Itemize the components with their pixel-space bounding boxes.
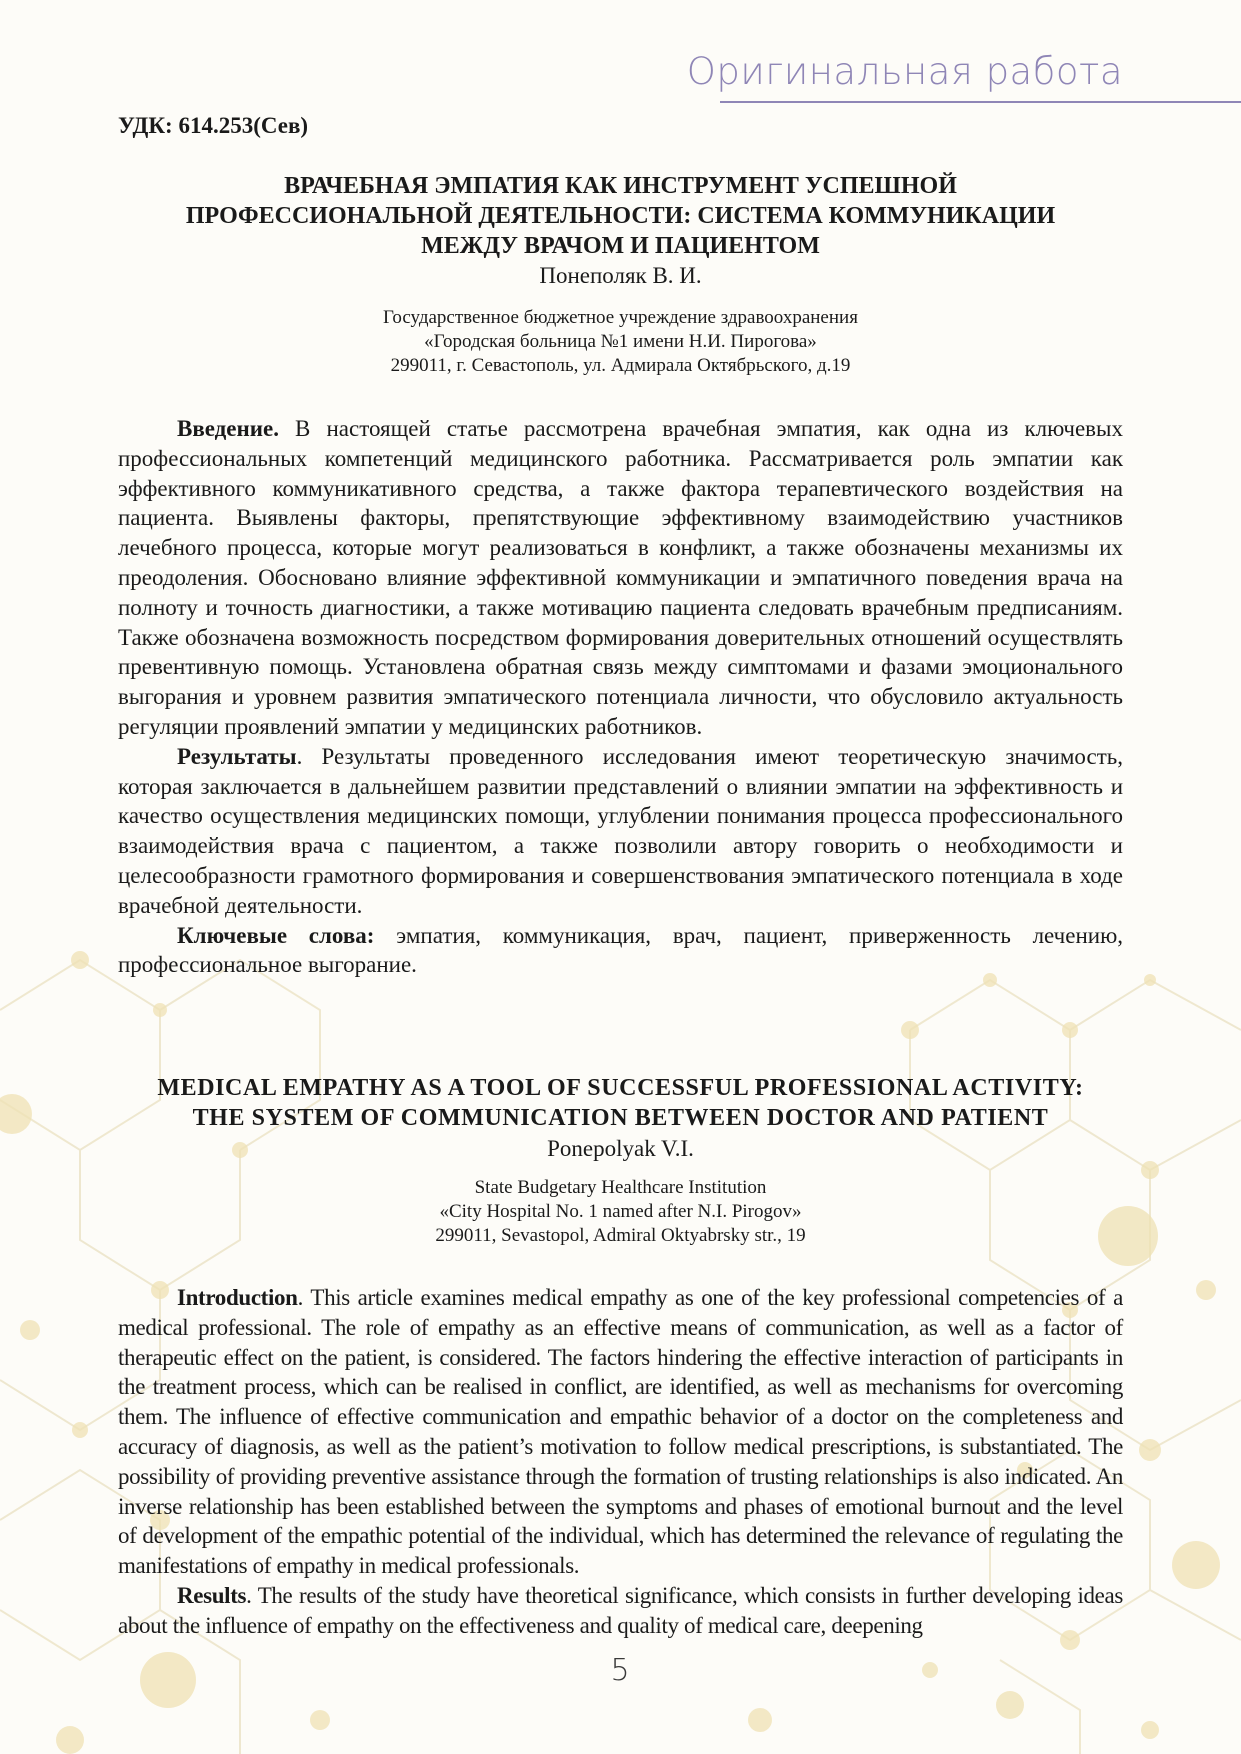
title-line: THE SYSTEM OF COMMUNICATION BETWEEN DOCTOR AND PATIENT: [192, 1105, 1049, 1131]
affiliation-line: 299011, Sevastopol, Admiral Oktyabrsky str., 19: [435, 1225, 806, 1246]
keywords-paragraph-ru: [118, 921, 1123, 981]
affiliation-en: [118, 1176, 1123, 1248]
results-paragraph-en: [118, 1581, 1123, 1641]
title-line: MEDICAL EMPATHY AS A TOOL OF SUCCESSFUL PROFESSIONAL ACTIVITY:: [157, 1075, 1084, 1101]
abstract-ru: [118, 414, 1123, 980]
affiliation-line: Государственное бюджетное учреждение здравоохранения: [383, 307, 858, 328]
keywords-label-ru: Ключевые слова:: [177, 922, 375, 948]
header-divider: [720, 101, 1241, 103]
article-title-en: [118, 1073, 1123, 1133]
introduction-label-ru: Введение.: [177, 416, 279, 441]
affiliation-line: State Budgetary Healthcare Institution: [474, 1177, 767, 1198]
introduction-paragraph-en: [118, 1283, 1123, 1581]
author-en: Ponepolyak V.I.: [547, 1136, 694, 1161]
title-line: ПРОФЕССИОНАЛЬНОЙ ДЕЯТЕЛЬНОСТИ: СИСТЕМА КОММУНИКАЦИИ: [185, 203, 1056, 229]
page-number: 5: [610, 1653, 630, 1688]
section-label: Оригинальная работа: [686, 50, 1123, 93]
udk-code: УДК: 614.253(Сев): [118, 113, 309, 138]
introduction-text-en: . This article examines medical empathy as one of the key professional competencies of a medical professional. The role of empathy as an effective means of communication, as well as a factor of therapeutic effect on the patient, is considered. The factors hindering the effective interaction of participants in the treatment process, which can be realised in conflict, are identified, as well as mechanisms for overcoming them. The influence of effective communication and empathic behavior of a doctor on the completeness and accuracy of diagnosis, as well as the patient’s motivation to follow medical prescriptions, is substantiated. The possibility of providing preventive assistance through the formation of trusting relationships is also indicated. An inverse relationship has been established between the symptoms and phases of emotional burnout and the level of development of the empathic potential of the individual, which has determined the relevance of regulating the manifestations of empathy in medical professionals.: [118, 1285, 1123, 1579]
introduction-paragraph-ru: [118, 414, 1123, 742]
results-paragraph-ru: [118, 742, 1123, 921]
results-text-en: . The results of the study have theoretical significance, which consists in further developing ideas about the influence of empathy on the effectiveness and quality of medical care, deepening: [118, 1582, 1123, 1638]
affiliation-ru: [118, 306, 1123, 378]
author-ru: Понеполяк В. И.: [539, 263, 702, 288]
abstract-en: [118, 1283, 1123, 1641]
title-line: ВРАЧЕБНАЯ ЭМПАТИЯ КАК ИНСТРУМЕНТ УСПЕШНОЙ: [284, 173, 957, 199]
introduction-text-ru: В настоящей статье рассмотрена врачебная эмпатия, как одна из ключевых профессиональных компетенций медицинского работника. Рассматривается роль эмпатии как эффективного коммуникативного средства, а также фактора терапевтического воздействия на пациента. Выявлены факторы, препятствующие эффективному взаимодействию участников лечебного процесса, которые могут реализоваться в конфликт, а также обозначены механизмы их преодоления. Обосновано влияние эффективной коммуникации и эмпатичного поведения врача на полноту и точность диагностики, а также мотивацию пациента следовать врачебным предписаниям. Также обозначена возможность посредством формирования доверительных отношений осуществлять превентивную помощь. Установлена обратная связь между симптомами и фазами эмоционального выгорания и уровнем развития эмпатического потенциала личности, что обусловило актуальность регуляции проявлений эмпатии у медицинских работников.: [118, 416, 1123, 739]
introduction-label-en: Introduction: [177, 1285, 298, 1310]
affiliation-line: 299011, г. Севастополь, ул. Адмирала Октябрьского, д.19: [390, 355, 851, 376]
title-line: МЕЖДУ ВРАЧОМ И ПАЦИЕНТОМ: [421, 233, 820, 259]
article-title-ru: [118, 171, 1123, 261]
results-label-ru: Результаты: [177, 743, 297, 769]
results-text-ru: . Результаты проведенного исследования имеют теоретическую значимость, которая заключается в дальнейшем развитии представлений о влиянии эмпатии на эффективность и качество осуществления медицинских помощи, углублении понимания процесса профессионального взаимодействия врача с пациентом, а также позволили автору говорить о необходимости и целесообразности грамотного формирования и совершенствования эмпатического потенциала в ходе врачебной деятельности.: [118, 743, 1123, 918]
affiliation-line: «Городская больница №1 имени Н.И. Пирогова»: [424, 331, 817, 352]
results-label-en: Results: [177, 1582, 247, 1608]
affiliation-line: «City Hospital No. 1 named after N.I. Pirogov»: [439, 1201, 802, 1222]
keywords-text-ru: эмпатия, коммуникация, врач, пациент, приверженность лечению, профессиональное выгорание.: [118, 922, 1124, 978]
